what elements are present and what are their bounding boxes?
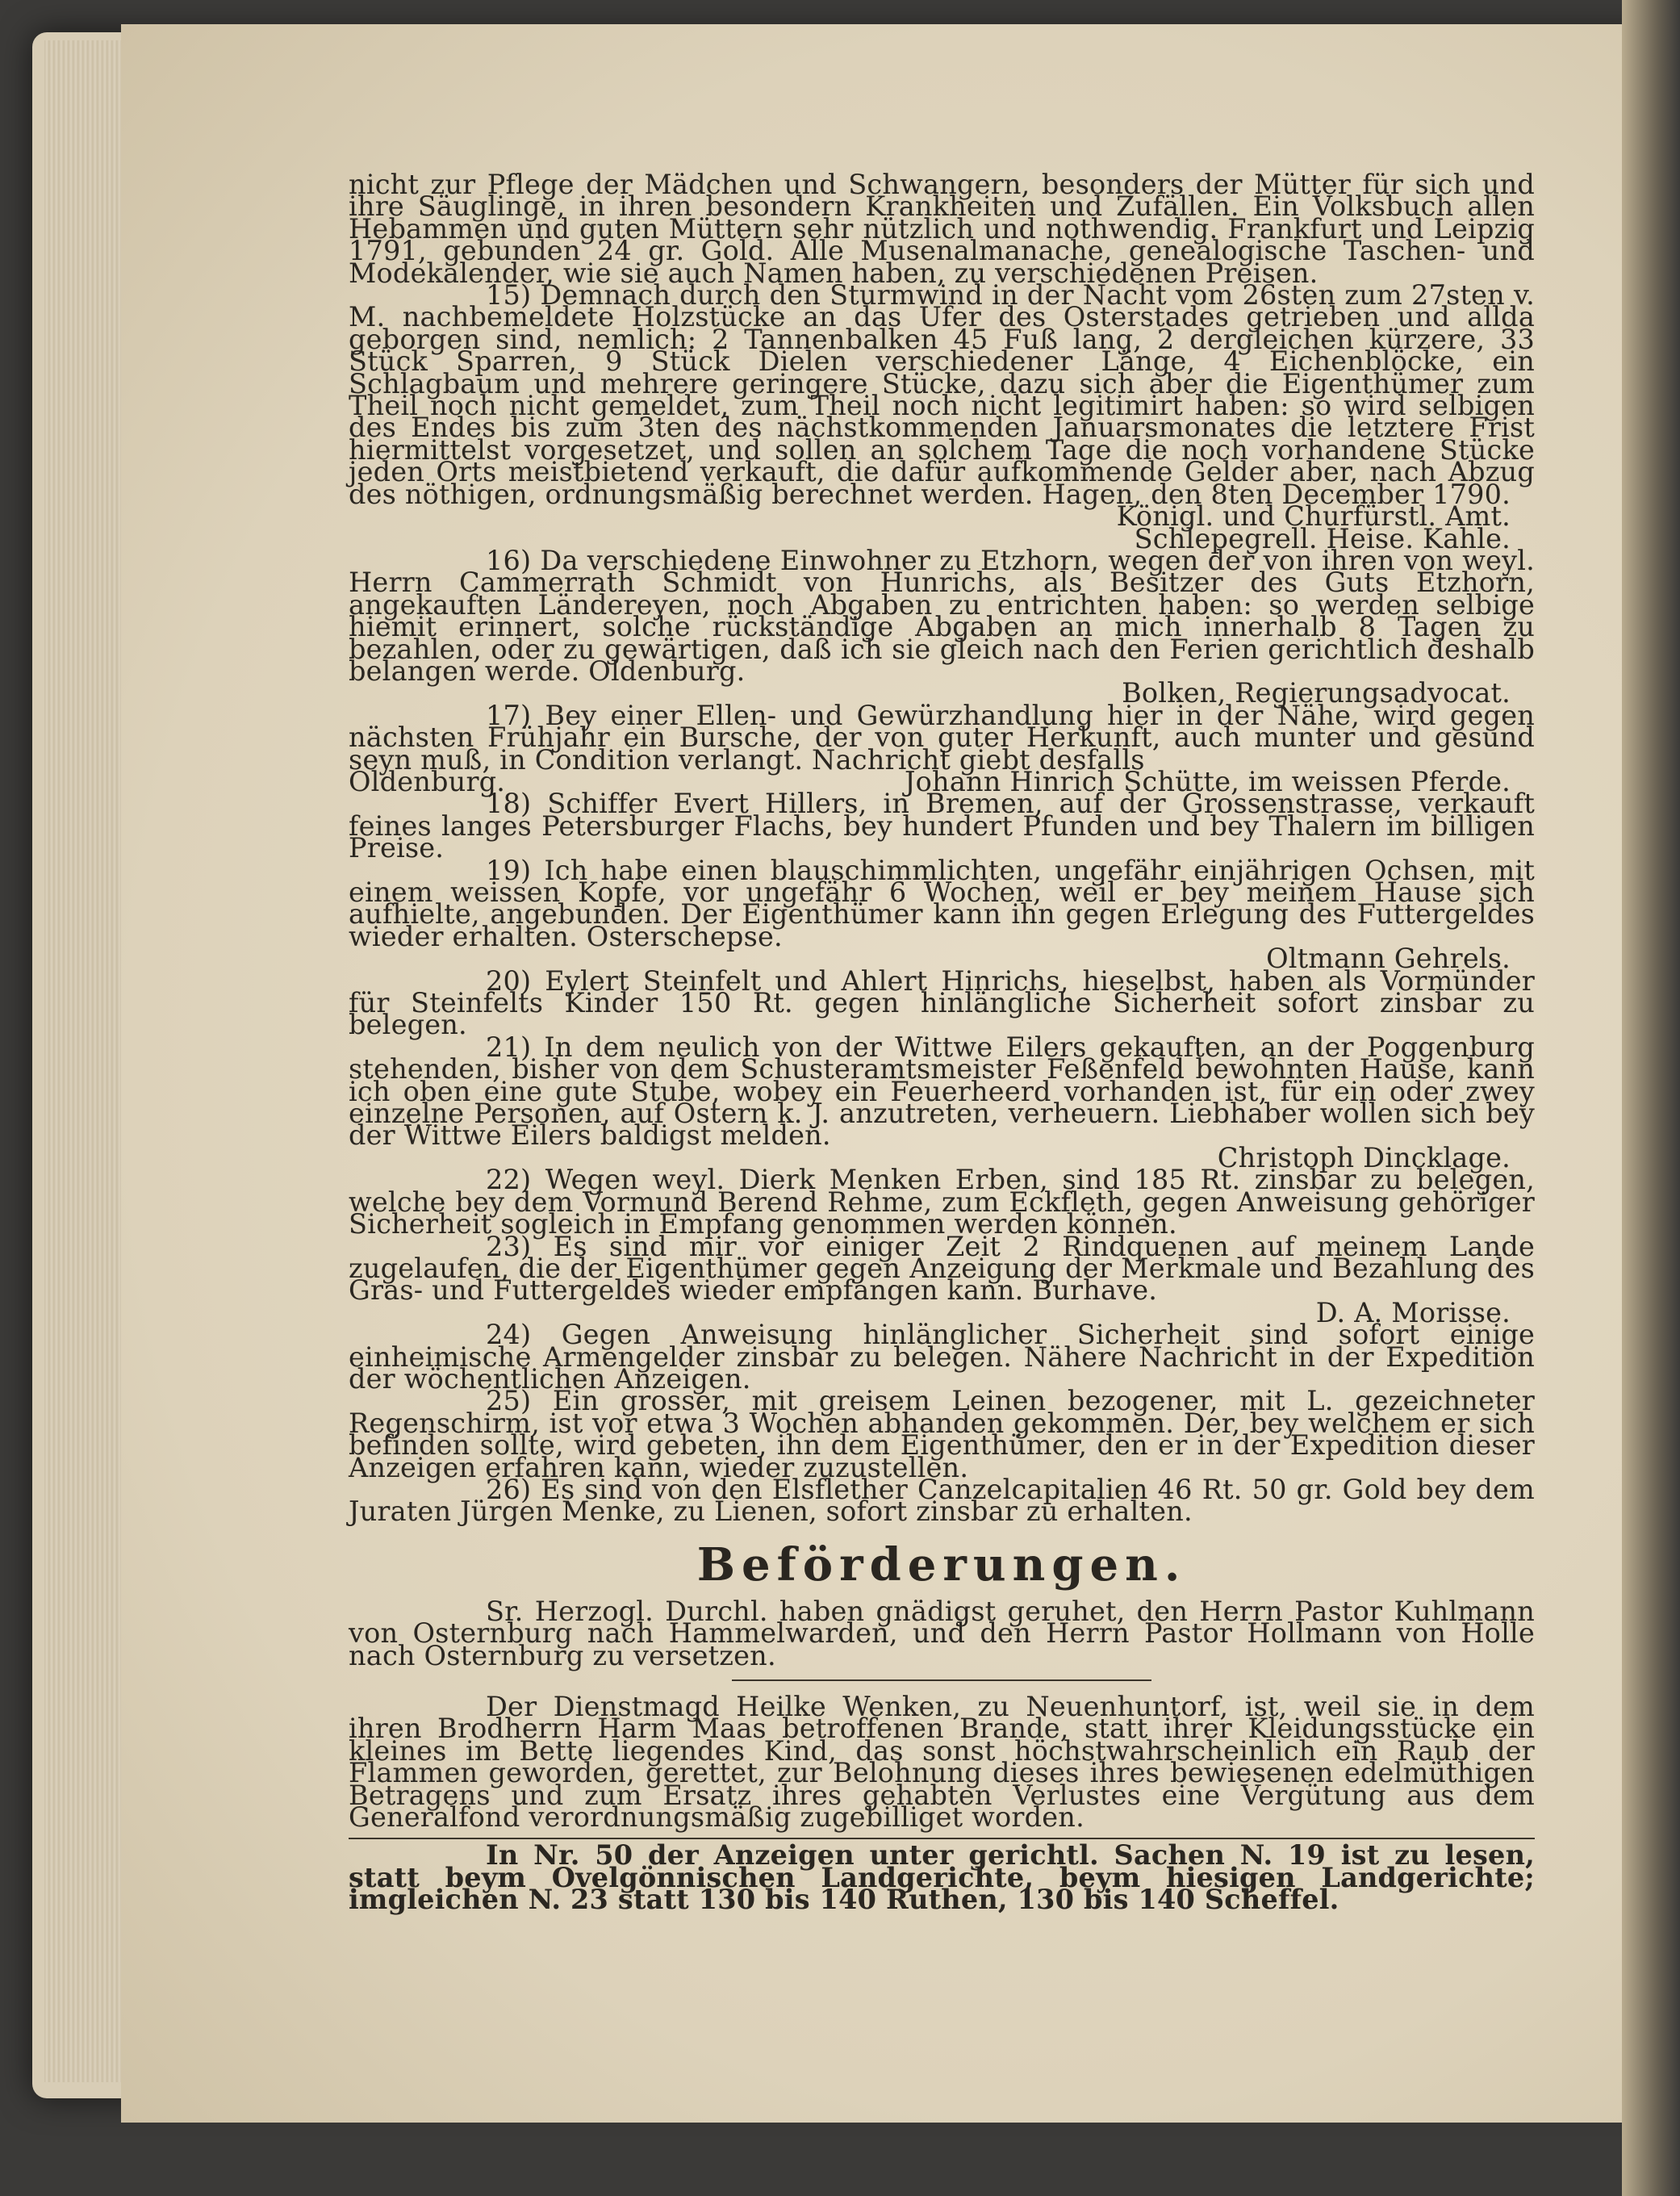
notice-paragraph: Der Dienstmagd Heilke Wenken, zu Neuenhuntorf, ist, weil sie in dem ihren Brodherrn Harm Maas betroffenen Brande, statt ihrer Kleidungsstücke ein kleines im Bette liegendes Kind, das sonst höchstwahrscheinlich ein Raub der Flammen geworden, gerettet, zur Belohnung dieses ihres bewiesenen edelmüthigen Betragens und zum Ersatz ihres gehabten Verlustes eine Vergütung aus dem Generalfond verordnungsmäßig zugebilliget worden. — [349, 1691, 1535, 1834]
paragraph-20: 20) Eylert Steinfelt und Ahlert Hinrichs, hieselbst, haben als Vormünder für Steinfelts Kinder 150 Rt. gegen hinlängliche Sicherheit sofort zinsbar zu belegen. — [349, 964, 1535, 1041]
divider-short — [732, 1679, 1151, 1681]
paragraph-23: 23) Es sind mir vor einiger Zeit 2 Rindquenen auf meinem Lande zugelaufen, die der Eigenthümer gegen Anzeigung der Merkmale und Bezahlung des Gras- und Futtergeldes wieder empfangen kann. Burhave. — [349, 1230, 1535, 1307]
paragraph-16: 16) Da verschiedene Einwohner zu Etzhorn, wegen der von ihren von weyl. Herrn Cammerrath Schmidt von Hunrichs, als Besitzer des Guts Etzhorn, angekauften Ländereyen, noch Abgaben zu entrichten haben: so werden selbige hiemit erinnert, solche rückständige Abgaben an mich innerhalb 8 Tagen zu bezahlen, oder zu gewärtigen, daß ich sie gleich nach den Ferien gerichtlich deshalb belangen werde. Oldenburg. — [349, 544, 1535, 687]
signature-23: D. A. Morisse. — [1315, 1296, 1511, 1328]
paragraph-21: 21) In dem neulich von der Wittwe Eilers gekauften, an der Poggenburg stehenden, bisher von dem Schusteramtsmeister Feßenfeld bewohnten Hause, kann ich oben eine gute Stube, wobey ein Feuerheerd vorhanden ist, für ein oder zwey einzelne Personen, auf Ostern k. J. anzutreten, verheuern. Liebhaber wollen sich bey der Wittwe Eilers baldigst melden. — [349, 1031, 1535, 1152]
paragraph-18: 18) Schiffer Evert Hillers, in Bremen, auf der Grossenstrasse, verkauft feines langes Petersburger Flachs, bey hundert Pfunden und bey Thalern im billigen Preise. — [349, 788, 1535, 864]
paragraph-25: 25) Ein grosser, mit greisem Leinen bezogener, mit L. gezeichneter Regenschirm, ist vor etwa 3 Wochen abhanden gekommen. Der, bey welchem er sich befinden sollte, wird gebeten, ihn dem Eigenthümer, den er in der Expedition dieser Anzeigen erfahren kann, wieder zuzustellen. — [349, 1385, 1535, 1483]
section-heading: Beförderungen. — [696, 1537, 1187, 1592]
signature-19: Oltmann Gehrels. — [1266, 943, 1511, 975]
signature-15-office: Königl. und Churfürstl. Amt. — [1116, 500, 1511, 533]
paragraph-24: 24) Gegen Anweisung hinlänglicher Sicherheit sind sofort einige einheimische Armengelder zinsbar zu belegen. Nähere Nachricht in der Expedition der wöchentlichen Anzeigen. — [349, 1319, 1535, 1395]
promotion-paragraph: Sr. Herzogl. Durchl. haben gnädigst geruhet, den Herrn Pastor Kuhlmann von Osternburg nach Hammelwarden, und den Herrn Pastor Hollmann von Holle nach Osternburg zu versetzen. — [349, 1595, 1535, 1671]
paragraph-17: 17) Bey einer Ellen- und Gewürzhandlung hier in der Nähe, wird gegen nächsten Frühjahr ein Bursche, der von guter Herkunft, auch munter und gesund seyn muß, in Condition verlangt. Nachricht giebt desfalls — [349, 699, 1535, 776]
signature-21: Christoph Dincklage. — [1217, 1141, 1511, 1173]
signature-17-place: Oldenburg. — [349, 765, 506, 797]
signature-16: Bolken, Regierungsadvocat. — [1122, 677, 1511, 709]
signature-15-names: Schlepegrell. Heise. Kahle. — [1134, 522, 1511, 554]
correction-paragraph: In Nr. 50 der Anzeigen unter gerichtl. Sachen N. 19 ist zu lesen, statt beym Ovelgönnischen Landgerichte, beym hiesigen Landgerichte; imgleichen N. 23 statt 130 bis 140 Ruthen, 130 bis 140 Scheffel. — [349, 1839, 1535, 1916]
paragraph-19: 19) Ich habe einen blauschimmlichten, ungefähr einjährigen Ochsen, mit einem weissen Kopfe, vor ungefähr 6 Wochen, weil er bey meinem Hause sich aufhielte, angebunden. Der Eigenthümer kann ihn gegen Erlegung des Futtergeldes wieder erhalten. Osterschepse. — [349, 854, 1535, 952]
book-gutter — [1622, 0, 1680, 2196]
paragraph-26: 26) Es sind von den Elsflether Canzelcapitalien 46 Rt. 50 gr. Gold bey dem Juraten Jürgen Menke, zu Lienen, sofort zinsbar zu erhalten. — [349, 1473, 1535, 1528]
page-text — [349, 169, 1535, 1916]
signature-17-name: Johann Hinrich Schütte, im weissen Pferde. — [905, 765, 1511, 797]
paragraph-22: 22) Wegen weyl. Dierk Menken Erben, sind 185 Rt. zinsbar zu belegen, welche bey dem Vormund Berend Rehme, zum Eckfleth, gegen Anweisung gehöriger Sicherheit sogleich in Empfang genommen werden können. — [349, 1164, 1535, 1240]
paragraph-14-end: nicht zur Pflege der Mädchen und Schwangern, besonders der Mütter für sich und ihre Säuglinge, in ihren besondern Krankheiten und Zufällen. Ein Volksbuch allen Hebammen und guten Müttern sehr nützlich und nothwendig. Frankfurt und Leipzig 1791, gebunden 24 gr. Gold. Alle Musenalmanache, genealogische Taschen- und Modekalender, wie sie auch Namen haben, zu verschiedenen Preisen. — [349, 169, 1535, 289]
paragraph-15: 15) Demnach durch den Sturmwind in der Nacht vom 26sten zum 27sten v. M. nachbemeldete Holzstücke an das Ufer des Osterstades getrieben und allda geborgen sind, nemlich: 2 Tannenbalken 45 Fuß lang, 2 dergleichen kürzere, 33 Stück Sparren, 9 Stück Dielen verschiedener Länge, 4 Eichenblöcke, ein Schlagbaum und mehrere geringere Stücke, dazu sich aber die Eigenthümer zum Theil noch nicht gemeldet, zum Theil noch nicht legitimirt haben: so wird selbigen des Endes bis zum 3ten des nächstkommenden Januarsmonates die letztere Frist hiermittelst vorgesetzet, und sollen an solchem Tage die noch vorhandene Stücke jeden Orts meistbietend verkauft, die dafür aufkommende Gelder aber, nach Abzug des nöthigen, ordnungsmäßig berechnet werden. Hagen, den 8ten December 1790. — [349, 279, 1535, 510]
